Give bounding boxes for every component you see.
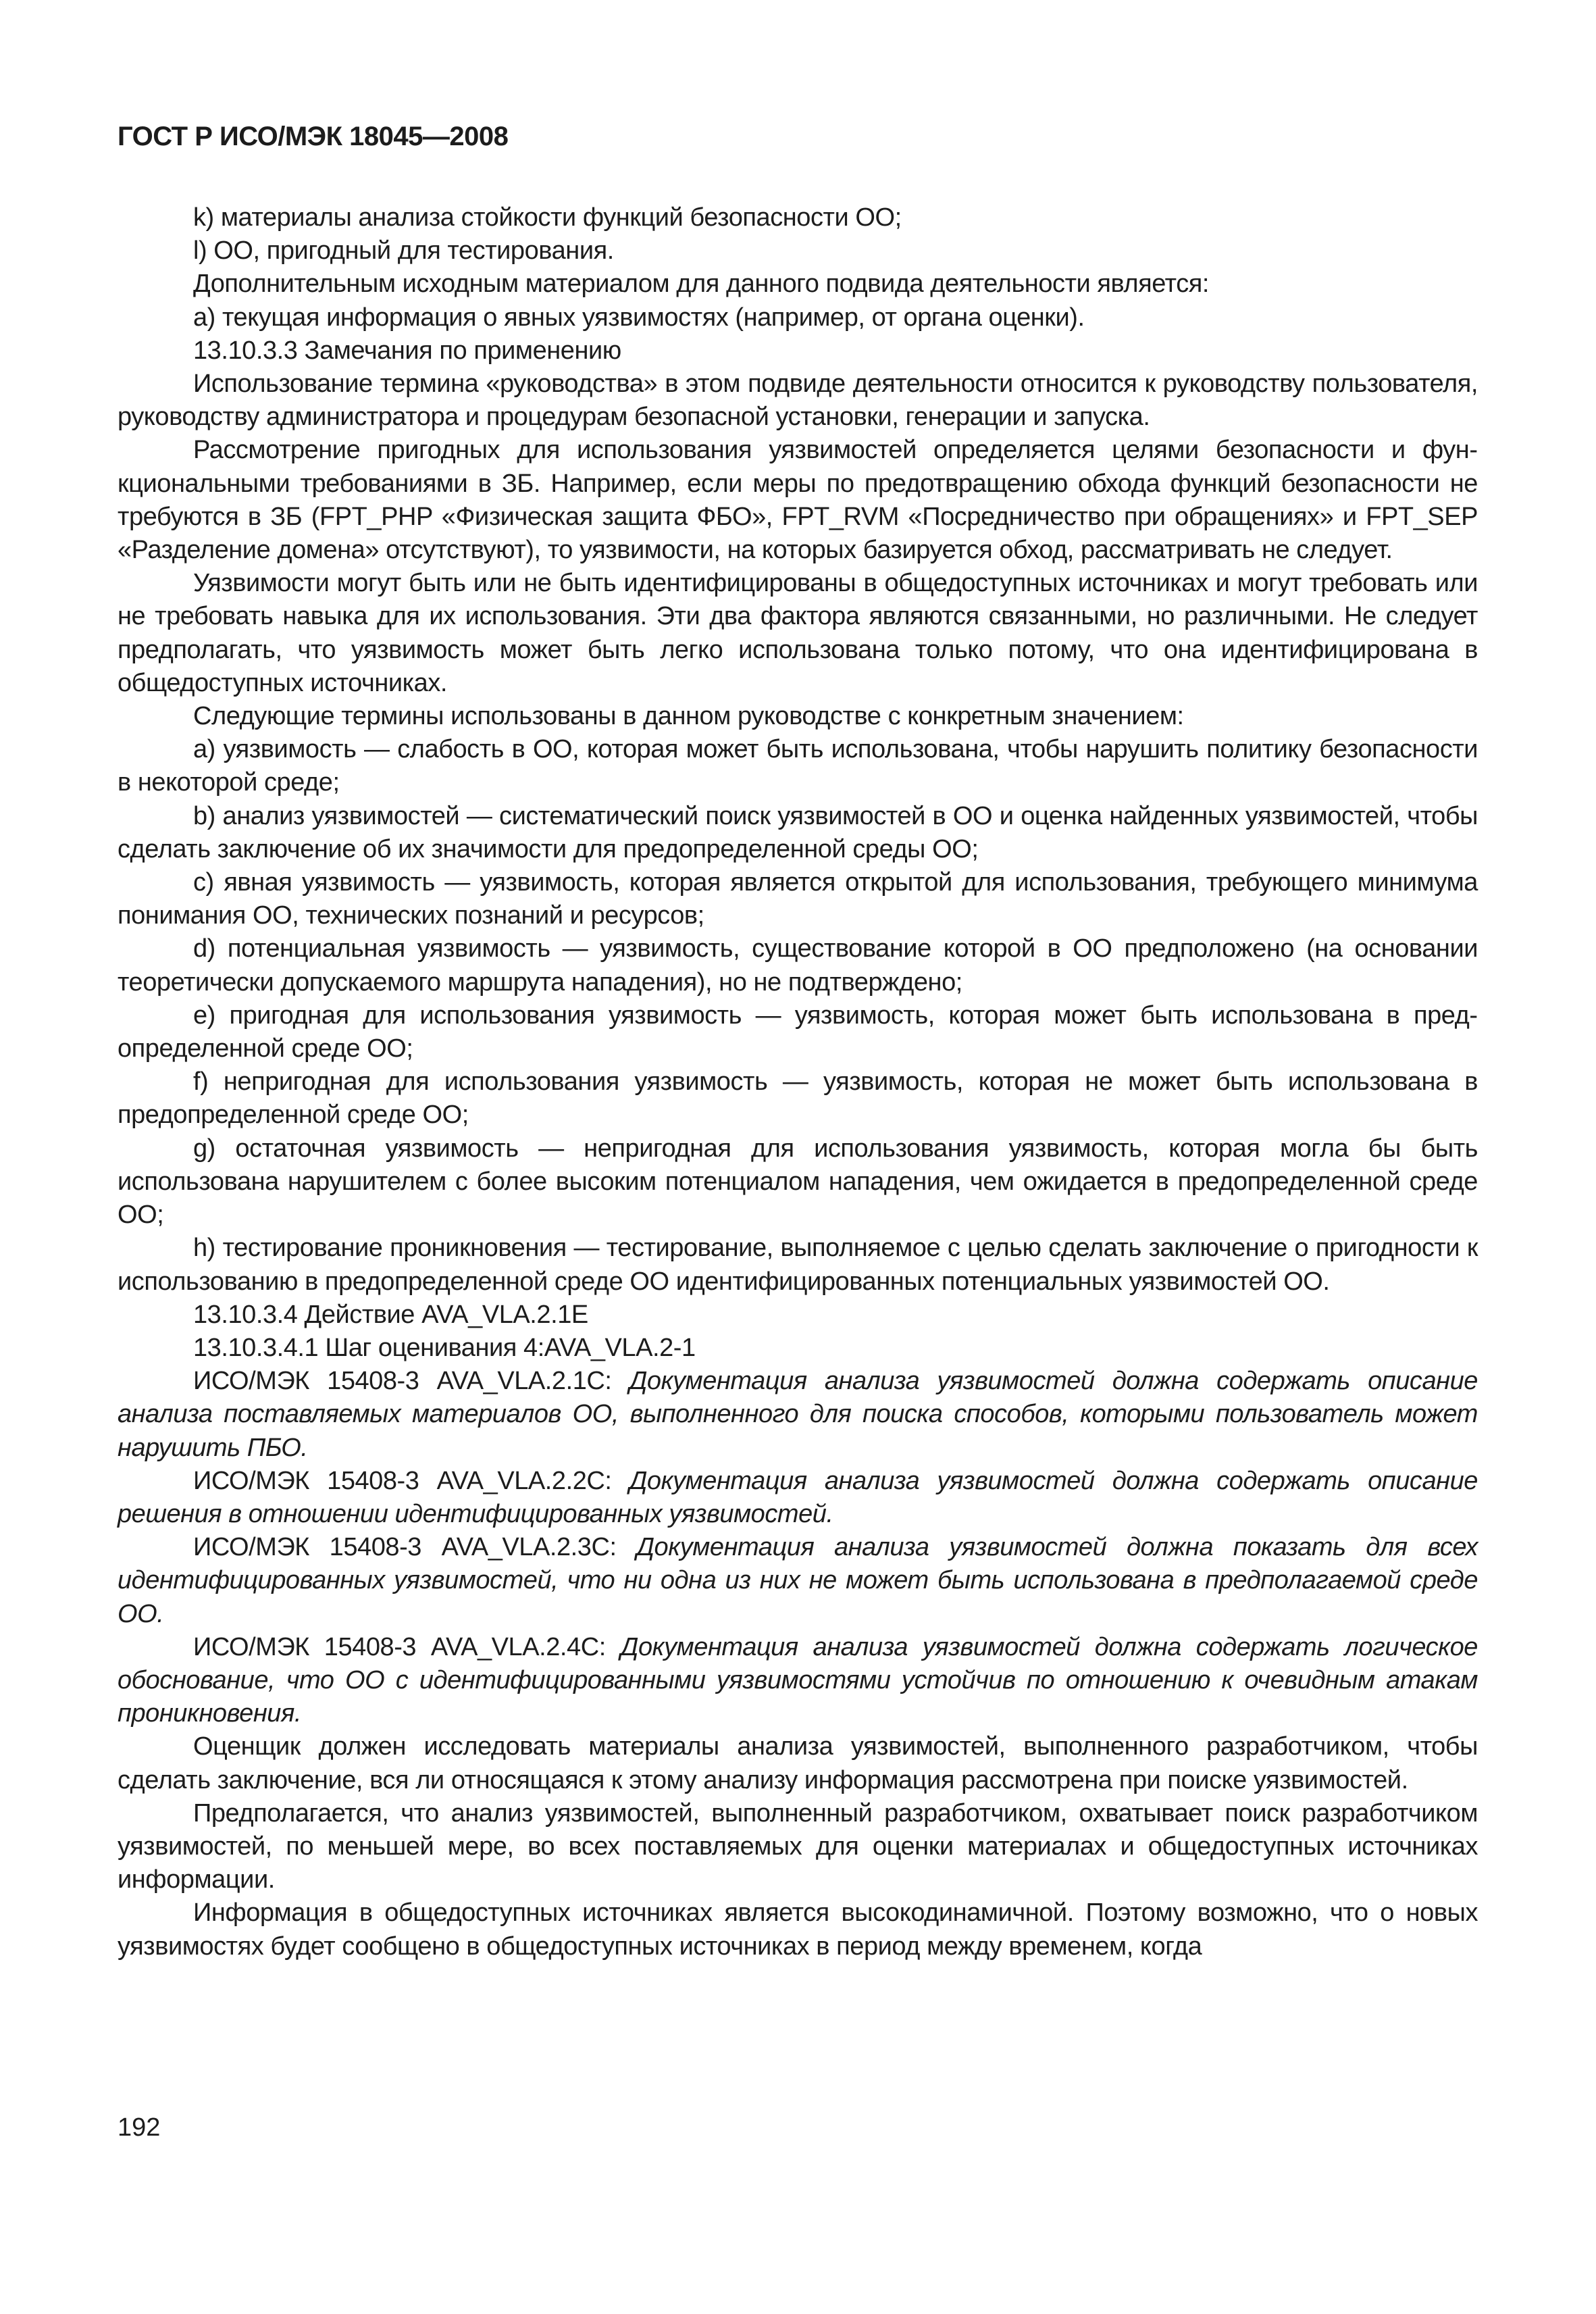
paragraph: Использование термина «руководства» в этом подвиде деятельности относится к руководству пользователя, руководству администратора и процедурам безопасной установки, генерации и запуска. — [118, 370, 1478, 432]
document-body — [118, 201, 1478, 1963]
paragraph: Дополнительным исходным материалом для данного подвида деятельности является: — [193, 270, 1209, 299]
requirement-text: Документация анализа уязвимостей должна содержать описание решения в отношении идентифицированных уязвимостей. — [118, 1466, 1478, 1528]
requirement-text: Документация анализа уязвимостей должна показать для всех идентифицированных уязвимостей, что ни одна из них не может быть использована в предполагаемой среде ОО. — [118, 1533, 1478, 1628]
paragraph: Уязвимости могут быть или не быть идентифицированы в общедоступных источниках и могут требовать или не требовать навыка для их использования. Эти два фактора являются связанными, но различными. Не следует предполагать, что уязвимость может быть легко использована только потому, что она идентифицирована в общедоступных источниках. — [118, 569, 1478, 697]
section-heading: 13.10.3.4.1 Шаг оценивания 4:AVA_VLA.2-1 — [193, 1333, 696, 1362]
requirement-reference: ИСО/МЭК 15408-3 AVA_VLA.2.1C: — [193, 1367, 629, 1396]
paragraph: Следующие термины использованы в данном руководстве с конкретным значением: — [193, 702, 1184, 731]
definition-item: g) остаточная уязвимость — непригодная для использования уязвимость, которая могла бы быть использована нарушителем с более высоким потенциалом нападения, чем ожидается в предопределенной среде ОО; — [118, 1134, 1478, 1230]
requirement-paragraph — [118, 1631, 1478, 1731]
paragraph: l) ОО, пригодный для тестирования. — [193, 236, 614, 266]
definition-item: e) пригодная для использования уязвимость — уязвимость, которая может быть использована в предопределенной среде ОО; — [118, 1001, 1478, 1063]
definition-item: f) непригодная для использования уязвимость — уязвимость, которая не может быть использована в предопределенной среде ОО; — [118, 1067, 1478, 1130]
paragraph: Информация в общедоступных источниках является высокодинамичной. Поэтому возможно, что о новых уязвимостях будет сообщено в общедоступных источниках в период между временем, когда — [118, 1898, 1478, 1961]
definition-item: b) анализ уязвимостей — систематический поиск уязвимостей в ОО и оценка найденных уязвимостей, чтобы сделать заключение об их значимости для предопределенной среды ОО; — [118, 801, 1478, 863]
definition-item: c) явная уязвимость — уязвимость, которая является открытой для использования, требующего минимума понимания ОО, технических познаний и ресурсов; — [118, 868, 1478, 930]
requirement-paragraph — [118, 1465, 1478, 1531]
paragraph: Оценщик должен исследовать материалы анализа уязвимостей, выполненного разработчиком, чтобы сделать заключение, вся ли относящаяся к этому анализу информация рассмотрена при поиске уязвимостей. — [118, 1732, 1478, 1794]
page-number: 192 — [118, 2113, 161, 2142]
paragraph: k) материалы анализа стойкости функций безопасности ОО; — [193, 203, 902, 232]
definition-item: d) потенциальная уязвимость — уязвимость, существование которой в ОО предположено (на основании теоретически допускаемого маршрута нападения), но не подтверждено; — [118, 934, 1478, 997]
section-heading: 13.10.3.4 Действие AVA_VLA.2.1E — [193, 1300, 588, 1329]
requirement-paragraph — [118, 1365, 1478, 1465]
requirement-reference: ИСО/МЭК 15408-3 AVA_VLA.2.4C: — [193, 1632, 621, 1661]
definition-item: h) тестирование проникновения — тестирование, выполняемое с целью сделать заключение о пригодности к использованию в предопределенной среде ОО идентифицированных потенциальных уязвимостей ОО. — [118, 1234, 1478, 1296]
requirement-reference: ИСО/МЭК 15408-3 AVA_VLA.2.2C: — [193, 1466, 629, 1495]
requirement-paragraph — [118, 1531, 1478, 1631]
document-header: ГОСТ Р ИСО/МЭК 18045—2008 — [118, 122, 509, 151]
section-heading: 13.10.3.3 Замечания по применению — [193, 336, 621, 365]
requirement-text: Документация анализа уязвимостей должна содержать описание анализа поставляемых материалов ОО, выполненного для поиска способов, которыми пользователь может нарушить ПБО. — [118, 1367, 1478, 1462]
paragraph: a) текущая информация о явных уязвимостях (например, от органа оценки). — [193, 303, 1085, 332]
paragraph: Рассмотрение пригодных для использования уязвимостей определяется целями безопасности и функциональными требованиями в ЗБ. Например, если меры по предотвращению обхода функций безопасности не требуются в ЗБ (FPT_PHP «Физическая защита ФБО», FPT_RVM «Посредничество при обращениях» и FPT_SEP «Разделение домена» отсутствуют), то уязвимости, на которых базируется обход, рассматривать не следует. — [118, 436, 1478, 565]
definition-item: a) уязвимость — слабость в ОО, которая может быть использована, чтобы нарушить политику безопасности в некоторой среде; — [118, 735, 1478, 797]
requirement-reference: ИСО/МЭК 15408-3 AVA_VLA.2.3C: — [193, 1533, 637, 1562]
paragraph: Предполагается, что анализ уязвимостей, выполненный разработчиком, охватывает поиск разработчиком уязвимостей, по меньшей мере, во всех поставляемых для оценки материалах и общедоступных источниках информации. — [118, 1799, 1478, 1894]
requirement-text: Документация анализа уязвимостей должна содержать логическое обоснование, что ОО с идентифицированными уязвимостями устойчив по отношению к очевидным атакам проникновения. — [118, 1632, 1478, 1728]
